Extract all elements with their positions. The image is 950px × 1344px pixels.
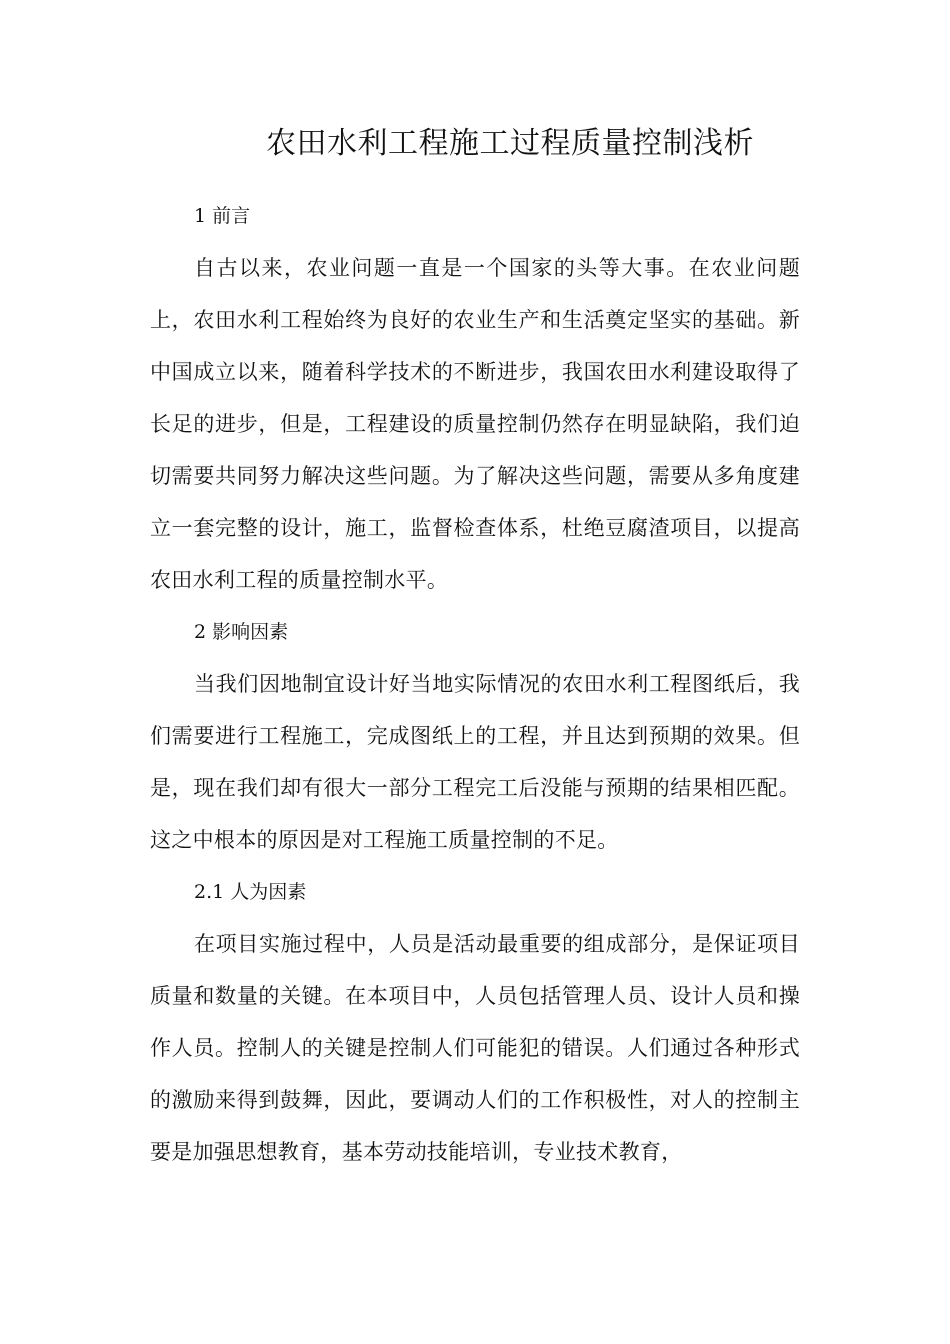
document-title: 农田水利工程施工过程质量控制浅析 <box>266 126 754 161</box>
section-heading-1: 1 前言 <box>194 205 251 227</box>
document-body <box>150 190 800 1178</box>
section-heading-2-1: 2.1 人为因素 <box>194 881 307 903</box>
section-paragraph-2-1: 在项目实施过程中，人员是活动最重要的组成部分，是保证项目质量和数量的关键。在本项目中，人员包括管理人员、设计人员和操作人员。控制人的关键是控制人们可能犯的错误。人们通过各种形式的激励来得到鼓舞，因此，要调动人们的工作积极性，对人的控制主要是加强思想教育，基本劳动技能培训，专业技术教育， <box>150 932 800 1164</box>
section-paragraph-1: 自古以来，农业问题一直是一个国家的头等大事。在农业问题上，农田水利工程始终为良好的农业生产和生活奠定坚实的基础。新中国成立以来，随着科学技术的不断进步，我国农田水利建设取得了长足的进步，但是，工程建设的质量控制仍然存在明显缺陷，我们迫切需要共同努力解决这些问题。为了解决这些问题，需要从多角度建立一套完整的设计，施工，监督检查体系，杜绝豆腐渣项目，以提高农田水利工程的质量控制水平。 <box>150 256 800 592</box>
section-heading-2: 2 影响因素 <box>194 621 289 643</box>
section-paragraph-2: 当我们因地制宜设计好当地实际情况的农田水利工程图纸后，我们需要进行工程施工，完成图纸上的工程，并且达到预期的效果。但是，现在我们却有很大一部分工程完工后没能与预期的结果相匹配。这之中根本的原因是对工程施工质量控制的不足。 <box>150 672 800 852</box>
